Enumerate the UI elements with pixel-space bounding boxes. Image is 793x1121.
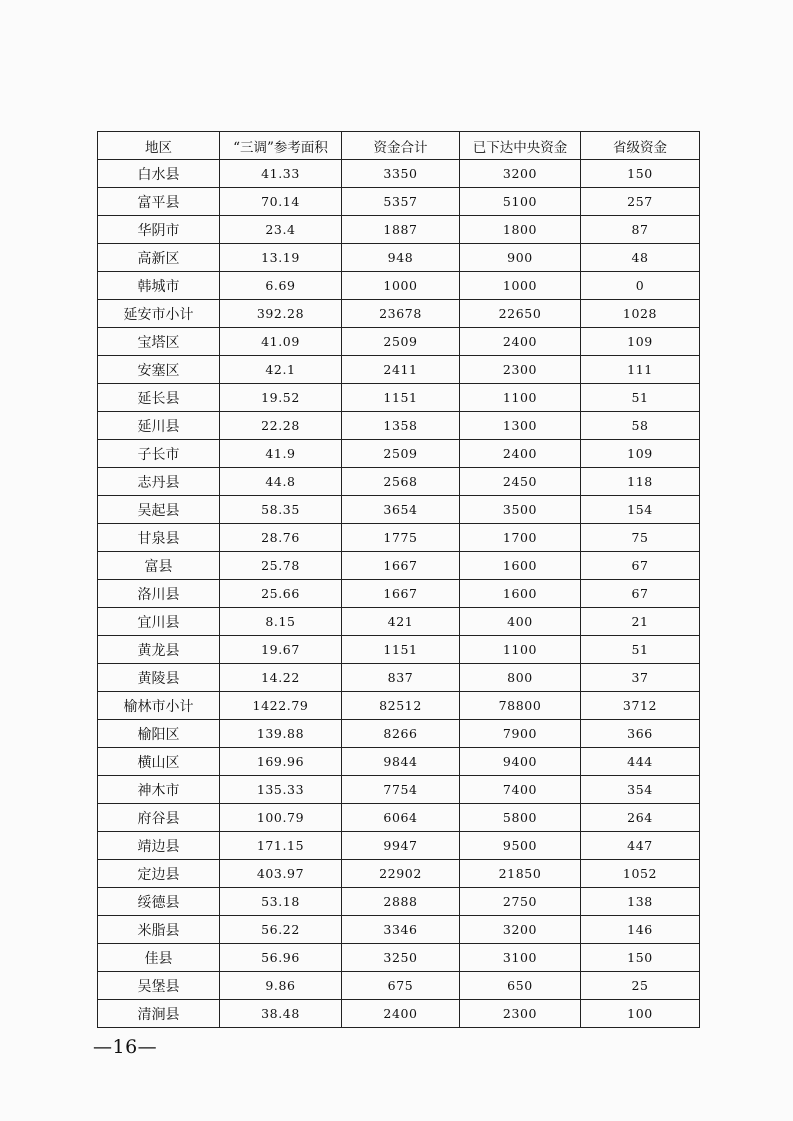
cell-provincial-funds: 150 [581, 160, 700, 188]
cell-provincial-funds: 154 [581, 496, 700, 524]
table-row [98, 300, 700, 328]
cell-provincial-funds: 354 [581, 776, 700, 804]
cell-reference-area: 41.33 [220, 160, 342, 188]
cell-region: 高新区 [98, 244, 220, 272]
cell-total-funds: 675 [342, 972, 460, 1000]
cell-region: 定边县 [98, 860, 220, 888]
cell-provincial-funds: 150 [581, 944, 700, 972]
cell-region: 延川县 [98, 412, 220, 440]
cell-total-funds: 837 [342, 664, 460, 692]
cell-region: 延长县 [98, 384, 220, 412]
cell-central-funds: 2300 [460, 1000, 581, 1028]
cell-central-funds: 2400 [460, 328, 581, 356]
cell-reference-area: 6.69 [220, 272, 342, 300]
cell-total-funds: 948 [342, 244, 460, 272]
table-row [98, 636, 700, 664]
cell-central-funds: 9400 [460, 748, 581, 776]
cell-central-funds: 3100 [460, 944, 581, 972]
cell-total-funds: 9844 [342, 748, 460, 776]
cell-provincial-funds: 58 [581, 412, 700, 440]
cell-provincial-funds: 264 [581, 804, 700, 832]
cell-provincial-funds: 444 [581, 748, 700, 776]
cell-central-funds: 9500 [460, 832, 581, 860]
page-number: —16— [93, 1036, 158, 1058]
table-row [98, 468, 700, 496]
cell-provincial-funds: 3712 [581, 692, 700, 720]
header-central-funds: 已下达中央资金 [460, 132, 581, 160]
cell-region: 富县 [98, 552, 220, 580]
cell-central-funds: 1300 [460, 412, 581, 440]
header-region: 地区 [98, 132, 220, 160]
table-row [98, 944, 700, 972]
cell-provincial-funds: 1052 [581, 860, 700, 888]
cell-region: 子长市 [98, 440, 220, 468]
table-row [98, 1000, 700, 1028]
table-body [98, 160, 700, 1028]
cell-reference-area: 44.8 [220, 468, 342, 496]
table-row [98, 524, 700, 552]
cell-reference-area: 403.97 [220, 860, 342, 888]
cell-total-funds: 7754 [342, 776, 460, 804]
cell-central-funds: 1700 [460, 524, 581, 552]
cell-reference-area: 23.4 [220, 216, 342, 244]
header-provincial-funds: 省级资金 [581, 132, 700, 160]
cell-reference-area: 22.28 [220, 412, 342, 440]
cell-total-funds: 23678 [342, 300, 460, 328]
cell-total-funds: 5357 [342, 188, 460, 216]
cell-total-funds: 22902 [342, 860, 460, 888]
cell-total-funds: 3250 [342, 944, 460, 972]
cell-region: 绥德县 [98, 888, 220, 916]
cell-region: 佳县 [98, 944, 220, 972]
cell-provincial-funds: 447 [581, 832, 700, 860]
table-row [98, 440, 700, 468]
table-row [98, 916, 700, 944]
cell-reference-area: 28.76 [220, 524, 342, 552]
header-reference-area: “三调”参考面积 [220, 132, 342, 160]
cell-provincial-funds: 1028 [581, 300, 700, 328]
cell-total-funds: 82512 [342, 692, 460, 720]
cell-central-funds: 2750 [460, 888, 581, 916]
cell-region: 清涧县 [98, 1000, 220, 1028]
cell-provincial-funds: 0 [581, 272, 700, 300]
cell-central-funds: 2400 [460, 440, 581, 468]
cell-total-funds: 8266 [342, 720, 460, 748]
table-row [98, 832, 700, 860]
cell-reference-area: 56.22 [220, 916, 342, 944]
cell-provincial-funds: 37 [581, 664, 700, 692]
cell-region: 白水县 [98, 160, 220, 188]
cell-region: 榆阳区 [98, 720, 220, 748]
cell-total-funds: 1151 [342, 636, 460, 664]
cell-central-funds: 7900 [460, 720, 581, 748]
cell-region: 华阴市 [98, 216, 220, 244]
cell-provincial-funds: 138 [581, 888, 700, 916]
cell-total-funds: 1000 [342, 272, 460, 300]
cell-total-funds: 9947 [342, 832, 460, 860]
cell-central-funds: 400 [460, 608, 581, 636]
cell-reference-area: 8.15 [220, 608, 342, 636]
cell-reference-area: 19.67 [220, 636, 342, 664]
cell-reference-area: 25.78 [220, 552, 342, 580]
cell-provincial-funds: 109 [581, 440, 700, 468]
table-row [98, 244, 700, 272]
cell-central-funds: 650 [460, 972, 581, 1000]
table-row [98, 608, 700, 636]
cell-reference-area: 9.86 [220, 972, 342, 1000]
cell-central-funds: 5800 [460, 804, 581, 832]
cell-reference-area: 19.52 [220, 384, 342, 412]
cell-provincial-funds: 257 [581, 188, 700, 216]
cell-provincial-funds: 146 [581, 916, 700, 944]
table-row [98, 860, 700, 888]
cell-total-funds: 6064 [342, 804, 460, 832]
cell-reference-area: 58.35 [220, 496, 342, 524]
cell-central-funds: 22650 [460, 300, 581, 328]
table-row [98, 272, 700, 300]
cell-central-funds: 800 [460, 664, 581, 692]
cell-region: 榆林市小计 [98, 692, 220, 720]
cell-central-funds: 1000 [460, 272, 581, 300]
table-row [98, 384, 700, 412]
cell-reference-area: 42.1 [220, 356, 342, 384]
cell-region: 米脂县 [98, 916, 220, 944]
cell-reference-area: 25.66 [220, 580, 342, 608]
table-row [98, 412, 700, 440]
table-row [98, 356, 700, 384]
table-row [98, 552, 700, 580]
cell-provincial-funds: 109 [581, 328, 700, 356]
cell-provincial-funds: 25 [581, 972, 700, 1000]
cell-total-funds: 2509 [342, 328, 460, 356]
cell-central-funds: 3500 [460, 496, 581, 524]
cell-reference-area: 41.09 [220, 328, 342, 356]
cell-reference-area: 1422.79 [220, 692, 342, 720]
cell-total-funds: 2411 [342, 356, 460, 384]
cell-reference-area: 139.88 [220, 720, 342, 748]
cell-region: 靖边县 [98, 832, 220, 860]
cell-central-funds: 3200 [460, 916, 581, 944]
cell-total-funds: 1667 [342, 580, 460, 608]
table-row [98, 328, 700, 356]
table-row [98, 748, 700, 776]
table-row [98, 888, 700, 916]
cell-region: 宝塔区 [98, 328, 220, 356]
cell-reference-area: 392.28 [220, 300, 342, 328]
cell-reference-area: 14.22 [220, 664, 342, 692]
cell-provincial-funds: 111 [581, 356, 700, 384]
cell-central-funds: 5100 [460, 188, 581, 216]
cell-region: 神木市 [98, 776, 220, 804]
cell-total-funds: 2400 [342, 1000, 460, 1028]
cell-region: 洛川县 [98, 580, 220, 608]
cell-reference-area: 38.48 [220, 1000, 342, 1028]
table-row [98, 776, 700, 804]
cell-reference-area: 135.33 [220, 776, 342, 804]
table-row [98, 720, 700, 748]
cell-total-funds: 1667 [342, 552, 460, 580]
cell-reference-area: 53.18 [220, 888, 342, 916]
cell-central-funds: 1600 [460, 552, 581, 580]
cell-reference-area: 13.19 [220, 244, 342, 272]
cell-central-funds: 1800 [460, 216, 581, 244]
cell-region: 宜川县 [98, 608, 220, 636]
table-row [98, 160, 700, 188]
cell-total-funds: 2568 [342, 468, 460, 496]
cell-reference-area: 100.79 [220, 804, 342, 832]
cell-provincial-funds: 67 [581, 580, 700, 608]
cell-region: 富平县 [98, 188, 220, 216]
cell-region: 黄陵县 [98, 664, 220, 692]
cell-reference-area: 171.15 [220, 832, 342, 860]
cell-total-funds: 3350 [342, 160, 460, 188]
table-row [98, 216, 700, 244]
cell-central-funds: 1100 [460, 384, 581, 412]
cell-central-funds: 2300 [460, 356, 581, 384]
cell-central-funds: 3200 [460, 160, 581, 188]
cell-provincial-funds: 48 [581, 244, 700, 272]
cell-total-funds: 2509 [342, 440, 460, 468]
cell-region: 安塞区 [98, 356, 220, 384]
cell-central-funds: 21850 [460, 860, 581, 888]
cell-region: 延安市小计 [98, 300, 220, 328]
table-row [98, 664, 700, 692]
header-total-funds: 资金合计 [342, 132, 460, 160]
cell-region: 吴起县 [98, 496, 220, 524]
cell-region: 横山区 [98, 748, 220, 776]
cell-central-funds: 78800 [460, 692, 581, 720]
cell-provincial-funds: 51 [581, 636, 700, 664]
table-header-row [98, 132, 700, 160]
fund-allocation-table [97, 131, 700, 1028]
table-row [98, 496, 700, 524]
cell-region: 甘泉县 [98, 524, 220, 552]
table-row [98, 580, 700, 608]
cell-central-funds: 1600 [460, 580, 581, 608]
cell-total-funds: 3346 [342, 916, 460, 944]
cell-central-funds: 7400 [460, 776, 581, 804]
cell-provincial-funds: 75 [581, 524, 700, 552]
cell-reference-area: 70.14 [220, 188, 342, 216]
cell-region: 吴堡县 [98, 972, 220, 1000]
cell-central-funds: 2450 [460, 468, 581, 496]
cell-total-funds: 3654 [342, 496, 460, 524]
cell-total-funds: 2888 [342, 888, 460, 916]
cell-total-funds: 1151 [342, 384, 460, 412]
cell-region: 黄龙县 [98, 636, 220, 664]
cell-reference-area: 56.96 [220, 944, 342, 972]
table-row [98, 188, 700, 216]
cell-central-funds: 1100 [460, 636, 581, 664]
cell-provincial-funds: 100 [581, 1000, 700, 1028]
cell-total-funds: 421 [342, 608, 460, 636]
table-row [98, 972, 700, 1000]
cell-total-funds: 1775 [342, 524, 460, 552]
cell-region: 府谷县 [98, 804, 220, 832]
cell-provincial-funds: 118 [581, 468, 700, 496]
cell-central-funds: 900 [460, 244, 581, 272]
cell-region: 志丹县 [98, 468, 220, 496]
cell-total-funds: 1887 [342, 216, 460, 244]
table-row [98, 692, 700, 720]
cell-provincial-funds: 87 [581, 216, 700, 244]
cell-total-funds: 1358 [342, 412, 460, 440]
cell-provincial-funds: 21 [581, 608, 700, 636]
table-row [98, 804, 700, 832]
cell-reference-area: 169.96 [220, 748, 342, 776]
cell-provincial-funds: 366 [581, 720, 700, 748]
cell-provincial-funds: 51 [581, 384, 700, 412]
cell-reference-area: 41.9 [220, 440, 342, 468]
cell-provincial-funds: 67 [581, 552, 700, 580]
cell-region: 韩城市 [98, 272, 220, 300]
